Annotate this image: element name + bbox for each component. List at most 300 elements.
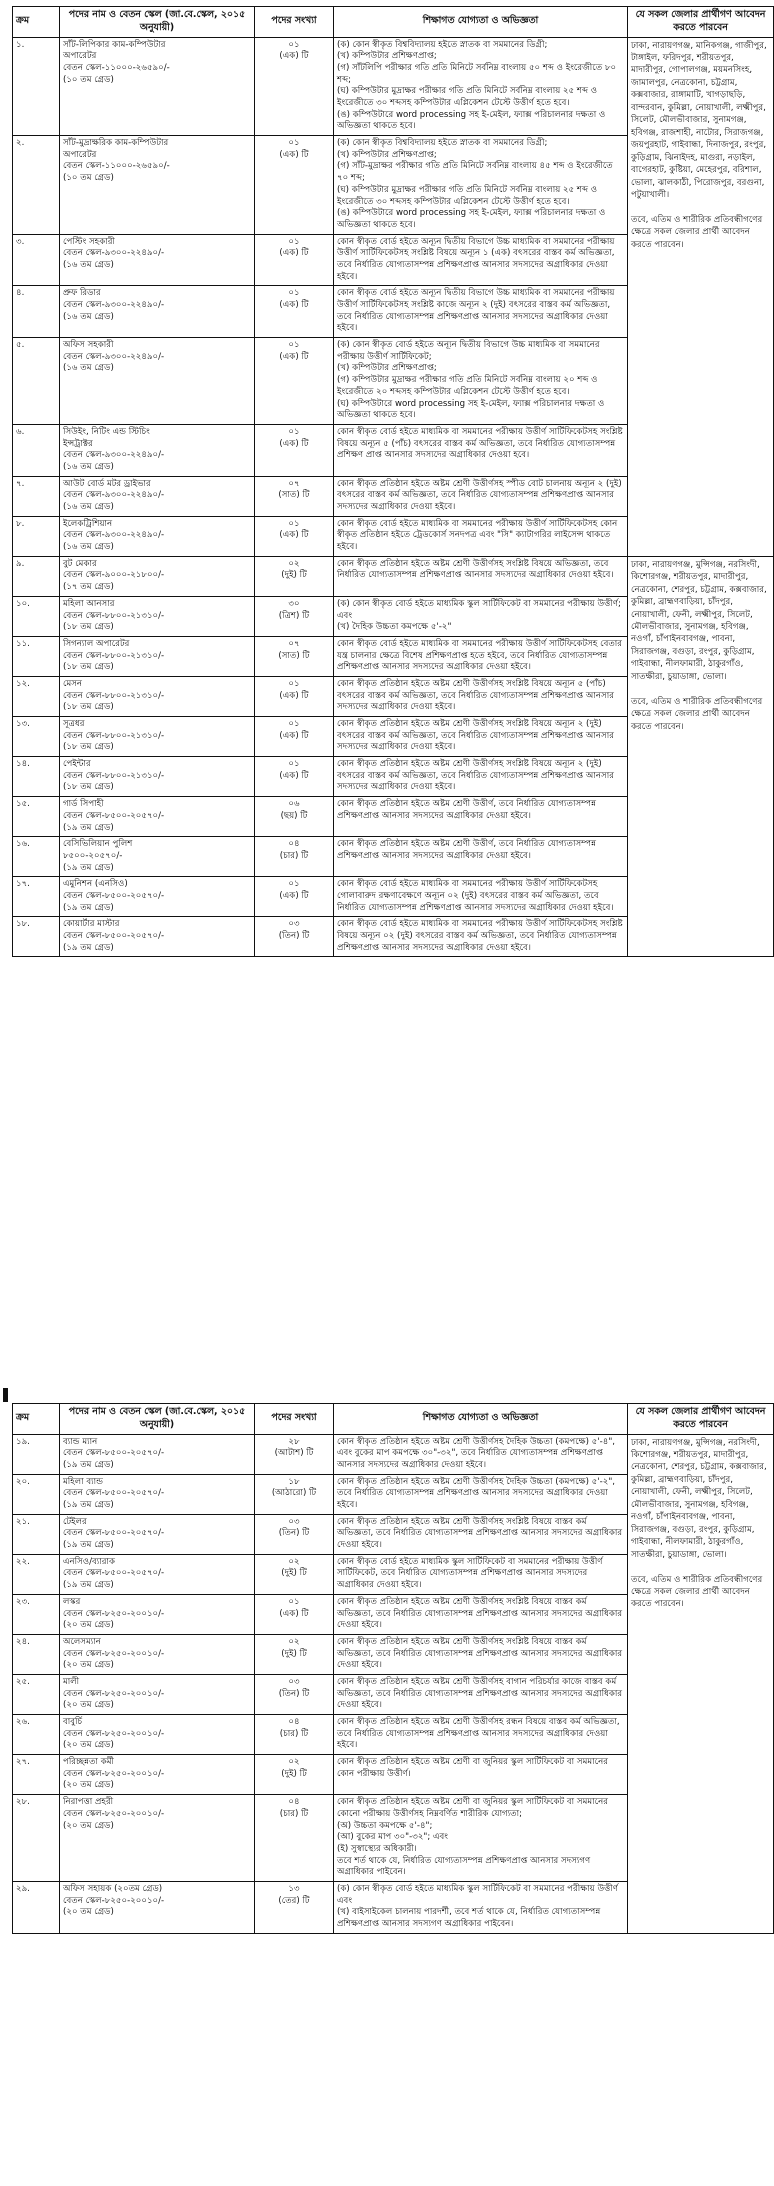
qualification-line: (খ) কম্পিউটার প্রশিক্ষণপ্রাপ্ত; — [337, 149, 437, 160]
count-line: ০৩ — [288, 919, 300, 930]
qualification-cell — [334, 1881, 628, 1933]
post-line: বেতন স্কেল-৮৫০০-২০৫৭০/- — [63, 931, 165, 941]
post-cell — [60, 1594, 255, 1634]
qualification-cell — [334, 516, 628, 556]
post-line: বেতন স্কেল-৮২৫০-২০০১০/- — [63, 1608, 165, 1619]
qualification-line: কোন স্বীকৃত প্রতিষ্ঠান হইতে অষ্টম শ্রেণী উত্তীর্ণসহ সংশ্লিষ্ট বিষয়ে বাস্তব কর্ম অভিজ্ঞতা, তবে নির্ধারিত যোগ্যতাসম্পন্ন প্রশিক্ষণপ্রাপ্ত আনসার সদস্যদের অগ্রাধিকার দেওয়া হইবে। — [337, 1596, 623, 1631]
post-cell — [60, 1634, 255, 1674]
post-line: (১৮ তম গ্রেড) — [63, 742, 114, 753]
districts-note: তবে, এতিম ও শারীরিক প্রতিবন্ধীগণের ক্ষেত্রে সকল জেলার প্রার্থী আবেদন করতে পারবেন। — [631, 214, 763, 250]
districts-cell — [628, 37, 774, 556]
spacer — [631, 201, 770, 213]
post-line: বেতন স্কেল-৮৫০০-২০৫৭০/- — [63, 1528, 165, 1539]
count-cell — [255, 234, 334, 286]
post-line: বেতন স্কেল-৮২৫০-২০০১০/- — [63, 1648, 165, 1659]
qualification-line: (খ) বাইসাইকেল চালনায় পারদর্শী, তবে শর্ত থাকে যে, নির্ধারিত যোগ্যতাসম্পন্ন প্রশিক্ষণপ্রাপ্ত আনসার সদস্যগণ অগ্রাধিকার পাইবেন। — [337, 1907, 601, 1929]
serial-cell: ২৮. — [13, 1795, 60, 1882]
post-cell — [60, 424, 255, 476]
count-line: (চার) টি — [279, 1728, 309, 1739]
post-line: বুট মেকার — [63, 558, 97, 569]
post-line: পেইন্টার — [63, 759, 91, 770]
post-line: গার্ড সিপাহী — [63, 799, 104, 810]
count-line: (তের) টি — [278, 1895, 310, 1906]
qualification-line: কোন স্বীকৃত বোর্ড হইতে মাধ্যমিক বা সমমানের পরীক্ষায় উত্তীর্ণ সার্টিফিকেটসহ বেতার যন্ত্র চালনার ক্ষেত্রে বিশেষ প্রশিক্ষণপ্রাপ্ত হতে হইবে, তবে নির্ধারিত যোগ্যতাসম্পন্ন প্রশিক্ষণপ্রাপ্ত আনসার সদস্যদের অগ্রাধিকার দেওয়া হইবে। — [337, 638, 623, 673]
count-line: (তিন) টি — [278, 931, 310, 941]
post-line: বেতন স্কেল-৮৫০০-২০৫৭০/- — [63, 1448, 165, 1459]
count-line: ০৭ — [288, 638, 300, 649]
qualification-line: কোন স্বীকৃত বোর্ড হইতে মাধ্যমিক বা সমমানের পরীক্ষায় উত্তীর্ণ সার্টিফিকেটসহ সংশ্লিষ্ট বিষয়ে অন্যূন ৫ (পাঁচ) বৎসরের বাস্তব কর্ম অভিজ্ঞতা, তবে নির্ধারিত যোগ্যতাসম্পন্ন প্রশিক্ষণ প্রাপ্ত আনসার সদস্যদের অগ্রাধিকার দেওয়া হবে। — [337, 426, 623, 461]
count-line: (সাত) টি — [278, 650, 310, 661]
qualification-cell — [334, 1434, 628, 1474]
count-line: ২৮ — [288, 1436, 300, 1447]
qualification-line: (গ) সাঁট-মুদ্রাক্ষর পরীক্ষার গতি প্রতি মিনিটে সর্বনিম্ন বাংলায় ৪৫ শব্দ ও ইংরেজীতে ৭০ শব্দ; — [337, 161, 613, 184]
post-line: বেতন স্কেল-৯৩০০-২২৪৯০/- — [63, 450, 165, 461]
qualification-line: কোন স্বীকৃত বোর্ড হইতে মাধ্যমিক বা সমমানের পরীক্ষায় উত্তীর্ণ সার্টিফিকেটসহ কোন স্বীকৃত প্রতিষ্ঠান হইতে ট্রেডকোর্স সনদপত্র এবং "সি" ক্যাটাগরির লাইসেন্স থাকতে হইবে। — [337, 518, 618, 553]
post-cell — [60, 797, 255, 837]
serial-cell: ১০. — [13, 596, 60, 636]
header-post-scale: পদের নাম ও বেতন স্কেল (জা.বে.স্কেল, ২০১৫ অনুযায়ী) — [60, 1404, 255, 1435]
count-cell — [255, 1715, 334, 1755]
header-districts: যে সকল জেলার প্রার্থীগণ আবেদন করতে পারবেন — [628, 7, 774, 38]
count-line: (ত্রিশ) টি — [278, 610, 310, 621]
serial-cell: ২৫. — [13, 1674, 60, 1714]
post-line: (১৯ তম গ্রেড) — [63, 822, 114, 833]
header-row — [13, 7, 774, 38]
count-line: (দুই) টি — [281, 1568, 307, 1579]
post-cell — [60, 717, 255, 757]
count-line: (এক) টি — [279, 1608, 309, 1619]
serial-cell: ৮. — [13, 516, 60, 556]
count-line: (এক) টি — [279, 149, 309, 160]
post-line: মেসন — [63, 678, 83, 689]
table-row — [13, 556, 774, 596]
qualification-line: কোন স্বীকৃত প্রতিষ্ঠান হইতে অষ্টম শ্রেণী উত্তীর্ণসহ দৈহিক উচ্চতা (কমপক্ষে) ৫'-২", তবে নির্ধারিত যোগ্যতাসম্পন্ন প্রশিক্ষণপ্রাপ্ত আনসার সদস্যদের অগ্রাধিকার দেওয়া হইবে। — [337, 1476, 616, 1510]
count-line: (দুই) টি — [281, 1768, 307, 1779]
spacer — [631, 1561, 770, 1573]
count-line: ০১ — [288, 426, 300, 437]
post-line: (২০ তম গ্রেড) — [63, 1660, 114, 1671]
qualification-cell — [334, 234, 628, 286]
count-cell — [255, 1795, 334, 1882]
header-districts: যে সকল জেলার প্রার্থীগণ আবেদন করতে পারবেন — [628, 1404, 774, 1435]
qualification-line: কোন স্বীকৃত প্রতিষ্ঠান হইতে অষ্টম শ্রেণী উত্তীর্ণসহ সংশ্লিষ্ট বিষয়ে বাস্তব কর্ম অভিজ্ঞতা, তবে নির্ধারিত যোগ্যতাসম্পন্ন প্রশিক্ষণপ্রাপ্ত আনসার সদস্যদের অগ্রাধিকার দেওয়া হইবে। — [337, 1516, 623, 1551]
serial-cell: ১৮. — [13, 917, 60, 957]
count-line: (এক) টি — [279, 300, 309, 310]
post-line: সূত্রধর — [63, 719, 85, 729]
post-cell — [60, 1674, 255, 1714]
post-line: লস্কর — [63, 1596, 81, 1607]
serial-cell: ১৪. — [13, 757, 60, 797]
count-cell — [255, 1594, 334, 1634]
qualification-cell — [334, 636, 628, 676]
qualification-line: (ঘ) কম্পিউটারে word processing সহ ই-মেইল, ফ্যাক্স পরিচালনার দক্ষতা ও অভিজ্ঞতা থাকতে হবে। — [337, 398, 605, 421]
count-cell — [255, 837, 334, 877]
qualification-line: কোন স্বীকৃত প্রতিষ্ঠান হইতে অষ্টম শ্রেণী উত্তীর্ণসহ সংশ্লিষ্ট বিষয়ে অভিজ্ঞতা, তবে নির্ধারিত যোগ্যতাসম্পন্ন প্রশিক্ষণপ্রাপ্ত আনসার সদস্যদের অগ্রাধিকার দেওয়া হইবে। — [337, 558, 614, 581]
count-line: ০১ — [288, 138, 300, 149]
post-line: বেতন স্কেল-৮৮০০-২১৩১০/- — [63, 770, 165, 781]
count-cell — [255, 1474, 334, 1514]
qualification-line: (ঘ) কম্পিউটার মুদ্রাক্ষর পরীক্ষার গতি প্রতি মিনিটে সর্বনিম্ন বাংলায় ২৫ শব্দ ও ইংরেজীতে ৩০ শব্দসহ কম্পিউটার এপ্লিকেশন টেস্টে উত্তীর্ণ হতে হবে। — [337, 184, 598, 207]
count-line: (আঠারো) টি — [271, 1488, 317, 1499]
districts-note: তবে, এতিম ও শারীরিক প্রতিবন্ধীগণের ক্ষেত্রে সকল জেলার প্রার্থী আবেদন করতে পারবেন। — [631, 696, 763, 732]
post-line: (১৯ তম গ্রেড) — [63, 942, 114, 953]
post-line: বেতন স্কেল-১১০০০-২৬৫৯০/- — [63, 62, 170, 73]
count-line: ০২ — [288, 1757, 300, 1768]
post-line: ৮৫০০-২০৫৭০/- — [63, 850, 123, 861]
post-line: বেসিভিলিয়ান পুলিশ — [63, 839, 133, 850]
post-line: (২০ তম গ্রেড) — [63, 1820, 114, 1831]
qualification-cell — [334, 286, 628, 338]
qualification-line: (গ) কম্পিউটার মুদ্রাক্ষর পরীক্ষার গতি প্রতি মিনিটে সর্বনিম্ন বাংলায় ২০ শব্দ ও ইংরেজীতে ২০ শব্দসহ কম্পিউটার এপ্লিকেশন টেস্টে উত্তীর্ণ হতে হবে। — [337, 375, 598, 397]
header-qualification: শিক্ষাগত যোগ্যতা ও অভিজ্ঞতা — [334, 7, 628, 38]
post-cell — [60, 1881, 255, 1933]
count-cell — [255, 476, 334, 516]
qualification-line: (ই) সুস্বাস্থ্যের অধিকারী। — [337, 1843, 417, 1854]
serial-cell: ৯. — [13, 556, 60, 596]
job-table-part-1 — [12, 6, 774, 957]
post-line: অপারেটর — [63, 149, 97, 160]
count-cell — [255, 636, 334, 676]
count-line: ০৬ — [288, 799, 300, 810]
qualification-cell — [334, 338, 628, 425]
post-line: (১৮ তম গ্রেড) — [63, 662, 114, 673]
post-line: (১৭ তম গ্রেড) — [63, 582, 114, 593]
count-line: ১৮ — [288, 1476, 300, 1487]
qualification-line: কোন স্বীকৃত প্রতিষ্ঠান হইতে অষ্টম শ্রেণী উত্তীর্ণসহ স্পীড বোট চালনায় অন্যূন ২ (দুই) বৎসরের বাস্তব কর্ম অভিজ্ঞতা, তবে নির্ধারিত যোগ্যতাসম্পন্ন প্রশিক্ষণপ্রাপ্ত আনসার সদস্যদের অগ্রাধিকার দেওয়া হইবে। — [337, 478, 622, 512]
serial-cell: ১৩. — [13, 717, 60, 757]
post-cell — [60, 37, 255, 136]
post-line: (২০ তম গ্রেড) — [63, 1740, 114, 1751]
post-line: টেইলর — [63, 1516, 87, 1527]
count-line: ০১ — [288, 288, 300, 299]
serial-cell: ১৯. — [13, 1434, 60, 1474]
post-line: বেতন স্কেল-৯৩০০-২২৪৯০/- — [63, 351, 165, 362]
qualification-line: (ক) কোন স্বীকৃত বিশ্ববিদ্যালয় হইতে স্নাতক বা সমমানের ডিগ্রী; — [337, 138, 548, 149]
count-cell — [255, 136, 334, 235]
qualification-line: কোন স্বীকৃত প্রতিষ্ঠান হইতে অষ্টম শ্রেণী বা জুনিয়র স্কুল সার্টিফিকেট বা সমমানের কোন পরীক্ষায় উত্তীর্ণ। — [337, 1757, 608, 1779]
post-cell — [60, 516, 255, 556]
qualification-line: তবে শর্ত থাকে যে, নির্ধারিত যোগ্যতাসম্পন্ন প্রশিক্ষণপ্রাপ্ত আনসার সদস্যগণ অগ্রাধিকার পাইবেন। — [337, 1855, 591, 1878]
qualification-cell — [334, 717, 628, 757]
serial-cell: ১. — [13, 37, 60, 136]
post-line: মহিলা ব্যান্ড — [63, 1476, 104, 1487]
qualification-line: (খ) দৈহিক উচ্চতা কমপক্ষে ৫'-২" — [337, 622, 452, 633]
qualification-cell — [334, 1474, 628, 1514]
qualification-line: (ক) কোন স্বীকৃত বোর্ড হইতে মাধ্যমিক স্কুল সার্টিফিকেট বা সমমানের পরীক্ষায় উত্তীর্ণ এবং — [337, 1883, 618, 1906]
count-line: (এক) টি — [279, 530, 309, 541]
count-cell — [255, 516, 334, 556]
qualification-line: (ঙ) কম্পিউটারে word processing সহ ই-মেইল, ফ্যাক্স পরিচালনার দক্ষতা ও অভিজ্ঞতা থাকতে হবে। — [337, 109, 606, 132]
qualification-cell — [334, 757, 628, 797]
count-line: ০১ — [288, 678, 300, 689]
post-line: (১৮ তম গ্রেড) — [63, 782, 114, 793]
post-line: (১৬ তম গ্রেড) — [63, 259, 114, 270]
qualification-line: (ক) কোন স্বীকৃত বোর্ড হইতে অন্যূন দ্বিতীয় বিভাগে উচ্চ মাধ্যমিক বা সমমানের পরীক্ষায় উত্তীর্ণ সার্টিফিকেট; — [337, 340, 600, 362]
header-qualification: শিক্ষাগত যোগ্যতা ও অভিজ্ঞতা — [334, 1404, 628, 1435]
header-serial: ক্রম — [13, 1404, 60, 1435]
post-line: (১৯ তম গ্রেড) — [63, 1540, 114, 1551]
qualification-cell — [334, 1554, 628, 1594]
post-line: পেস্টিং সহকারী — [63, 236, 115, 247]
count-cell — [255, 1755, 334, 1795]
table-row — [13, 1434, 774, 1474]
post-line: বেতন স্কেল-৮৫০০-২০৫৭০/- — [63, 890, 165, 901]
post-line: (২০ তম গ্রেড) — [63, 1700, 114, 1711]
serial-cell: ৪. — [13, 286, 60, 338]
post-line: (১০ তম গ্রেড) — [63, 173, 114, 184]
post-line: বেতন স্কেল-৮৮০০-২১৩১০/- — [63, 650, 165, 661]
serial-cell: ১১. — [13, 636, 60, 676]
serial-cell: ২৭. — [13, 1755, 60, 1795]
count-cell — [255, 717, 334, 757]
post-cell — [60, 136, 255, 235]
count-line: (দুই) টি — [281, 1648, 307, 1659]
count-line: (এক) টি — [279, 438, 309, 449]
qualification-cell — [334, 797, 628, 837]
qualification-cell — [334, 1795, 628, 1882]
qualification-cell — [334, 837, 628, 877]
qualification-line: (ঘ) কম্পিউটার মুদ্রাক্ষর পরীক্ষার গতি প্রতি মিনিটে সর্বনিম্ন বাংলায় ২৫ শব্দ ও ইংরেজীতে ৩০ শব্দসহ কম্পিউটার এপ্লিকেশন টেস্টে উত্তীর্ণ হতে হবে। — [337, 86, 598, 108]
post-line: সাঁট-লিপিকার কাম-কম্পিউটার — [63, 39, 166, 50]
count-line: (তিন) টি — [278, 1528, 310, 1539]
serial-cell: ১৬. — [13, 837, 60, 877]
post-line: বেতন স্কেল-১১০০০-২৬৫৯০/- — [63, 161, 170, 172]
qualification-cell — [334, 37, 628, 136]
count-line: (এক) টি — [279, 248, 309, 259]
post-cell — [60, 1474, 255, 1514]
qualification-cell — [334, 676, 628, 716]
serial-cell: ৬. — [13, 424, 60, 476]
post-line: বেতন স্কেল-৮৮০০-২১৩১০/- — [63, 730, 165, 741]
post-line: সিগন্যাল অপারেটর — [63, 638, 130, 649]
qualification-line: কোন স্বীকৃত প্রতিষ্ঠান হইতে অষ্টম শ্রেণী উত্তীর্ণসহ বাগান পরিচর্যার কাজে বাস্তব কর্ম অভিজ্ঞতা, তবে নির্ধারিত যোগ্যতাসম্পন্ন প্রশিক্ষণপ্রাপ্ত আনসার সদস্যদের অগ্রাধিকার দেওয়া হইবে। — [337, 1676, 623, 1711]
districts-cell — [628, 1434, 774, 1933]
post-line: বেতন স্কেল-৮২৫০-২০০১০/- — [63, 1728, 165, 1739]
count-cell — [255, 338, 334, 425]
post-cell — [60, 757, 255, 797]
count-line: (এক) টি — [279, 351, 309, 362]
qualification-cell — [334, 556, 628, 596]
qualification-cell — [334, 1594, 628, 1634]
count-line: ০১ — [288, 759, 300, 770]
post-line: বেতন স্কেল-৮৫০০-২০৫৭০/- — [63, 1568, 165, 1579]
post-line: (১৬ তম গ্রেড) — [63, 502, 114, 512]
post-line: বেতন স্কেল-৯৩০০-২২৪৯০/- — [63, 490, 165, 501]
post-line: বেতন স্কেল-৮৫০০-২০৫৭০/- — [63, 810, 165, 821]
count-cell — [255, 424, 334, 476]
post-line: বেতন স্কেল-৮২৫০-২০০১০/- — [63, 1808, 165, 1819]
districts-cell — [628, 556, 774, 957]
count-line: (ছয়) টি — [280, 810, 308, 821]
count-line: (চার) টি — [279, 850, 309, 861]
post-line: (১৮ তম গ্রেড) — [63, 622, 114, 633]
post-cell — [60, 1755, 255, 1795]
post-cell — [60, 556, 255, 596]
qualification-cell — [334, 1715, 628, 1755]
post-line: (১৯ তম গ্রেড) — [63, 902, 114, 913]
post-line: ইলেকট্রিশিয়ান — [63, 518, 113, 529]
count-line: ১৩ — [288, 1883, 300, 1894]
qualification-line: কোন স্বীকৃত প্রতিষ্ঠান হইতে অষ্টম শ্রেণী উত্তীর্ণসহ দৈহিক উচ্চতা (কমপক্ষে) ৫'-৪", এবং বুকের মাপ কমপক্ষে ৩০"-৩২", তবে নির্ধারিত যোগ্যতাসম্পন্ন প্রশিক্ষণপ্রাপ্ত আনসার সদস্যদের অগ্রাধিকার দেওয়া হইবে। — [337, 1436, 615, 1470]
serial-cell: ২. — [13, 136, 60, 235]
count-line: ০২ — [288, 558, 300, 569]
post-line: বেতন স্কেল-৯৩০০-২২৪৯০/- — [63, 530, 165, 541]
post-line: এমুনিশন (এনসিও) — [63, 879, 128, 890]
serial-cell: ২৬. — [13, 1715, 60, 1755]
qualification-line: কোন স্বীকৃত বোর্ড হইতে অন্যূন দ্বিতীয় বিভাগে উচ্চ মাধ্যমিক বা সমমানের পরীক্ষায় উত্তীর্ণ সার্টিফিকেটসহ সংশ্লিষ্ট বিষয়ে অন্যূন ১ (এক) বৎসরের বাস্তব কর্ম অভিজ্ঞতা, তবে নির্ধারিত যোগ্যতাসম্পন্ন প্রশিক্ষণপ্রাপ্ত আনসার সদস্যদের অগ্রাধিকার দেওয়া হইবে। — [337, 236, 615, 282]
count-line: ০৩ — [288, 1676, 300, 1687]
post-cell — [60, 286, 255, 338]
count-cell — [255, 1514, 334, 1554]
post-line: বেতন স্কেল-৯৩০০-২২৪৯০/- — [63, 248, 165, 259]
post-line: অপারেটর — [63, 51, 97, 62]
post-line: আউট বোর্ড মটর ড্রাইভার — [63, 478, 151, 489]
count-line: ০৪ — [288, 1797, 300, 1808]
post-line: প্রুফ রিডার — [63, 288, 101, 299]
count-cell — [255, 37, 334, 136]
post-line: ইন্সট্রাক্টর — [63, 438, 93, 449]
post-line: (১৬ তম গ্রেড) — [63, 542, 114, 553]
header-row — [13, 1404, 774, 1435]
serial-cell: ২১. — [13, 1514, 60, 1554]
post-line: বেতন স্কেল-৮৮০০-২১৩১০/- — [63, 610, 165, 621]
post-line: বাবুর্চি — [63, 1717, 83, 1727]
count-line: ০১ — [288, 340, 300, 351]
qualification-cell — [334, 476, 628, 516]
count-line: (এক) টি — [279, 51, 309, 62]
districts-note: তবে, এতিম ও শারীরিক প্রতিবন্ধীগণের ক্ষেত্রে সকল জেলার প্রার্থী আবেদন করতে পারবেন। — [631, 1574, 763, 1610]
post-line: (২০ তম গ্রেড) — [63, 1620, 114, 1631]
count-cell — [255, 917, 334, 957]
qualification-cell — [334, 1674, 628, 1714]
count-line: ০১ — [288, 719, 300, 729]
qualification-line: (ক) কোন স্বীকৃত বিশ্ববিদ্যালয় হইতে স্নাতক বা সমমানের ডিগ্রী; — [337, 39, 548, 50]
serial-cell: ১৭. — [13, 877, 60, 917]
qualification-line: (ক) কোন স্বীকৃত বোর্ড হইতে মাধ্যমিক স্কুল সার্টিফিকেট বা সমমানের পরীক্ষায় উত্তীর্ণ; এবং — [337, 598, 621, 621]
post-cell — [60, 837, 255, 877]
count-cell — [255, 596, 334, 636]
post-line: সিউইং, নিটিং এন্ড স্টিচিং — [63, 426, 150, 437]
post-line: অলেসম্যান — [63, 1636, 101, 1647]
qualification-line: কোন স্বীকৃত বোর্ড হইতে মাধ্যমিক বা সমমানের পরীক্ষায় উত্তীর্ণ সার্টিফিকেটসহ গোলাবারুদ রক্ষণাবেক্ষণে অন্যূন ০২ (দুই) বৎসরের বাস্তব কর্ম অভিজ্ঞতা, তবে নির্ধারিত যোগ্যতাসম্পন্ন প্রশিক্ষণপ্রাপ্ত আনসার সদস্যদের অগ্রাধিকার দেওয়া হইবে। — [337, 879, 614, 913]
post-line: ব্যান্ড ম্যান — [63, 1436, 98, 1447]
qualification-line: কোন স্বীকৃত বোর্ড হইতে মাধ্যমিক স্কুল সার্টিফিকেট বা সমমানের পরীক্ষায় উত্তীর্ণ সার্টিফিকেট, তবে নির্ধারিত যোগ্যতাসম্পন্ন প্রশিক্ষণপ্রাপ্ত আনসার সদস্যদের অগ্রাধিকার দেওয়া হইবে। — [337, 1556, 603, 1591]
count-line: ০১ — [288, 39, 300, 50]
post-line: কোয়ার্টার মাস্টার — [63, 919, 120, 930]
count-line: (দুই) টি — [281, 570, 307, 581]
spacer — [631, 683, 770, 695]
post-line: বেতন স্কেল-৮৮০০-২১৩১০/- — [63, 690, 165, 701]
count-line: (এক) টি — [279, 730, 309, 741]
header-serial: ক্রম — [13, 7, 60, 38]
qualification-cell — [334, 596, 628, 636]
count-line: ০৩ — [288, 1516, 300, 1527]
qualification-line: কোন স্বীকৃত প্রতিষ্ঠান হইতে অষ্টম শ্রেণী উত্তীর্ণসহ সংশ্লিষ্ট বিষয়ে অন্যূন ২ (দুই) বৎসরের বাস্তব কর্ম অভিজ্ঞতা, তবে নির্ধারিত যোগ্যতাসম্পন্ন প্রশিক্ষণপ্রাপ্ত আনসার সদস্যদের অগ্রাধিকার দেওয়া হইবে। — [337, 759, 614, 793]
post-line: (১৯ তম গ্রেড) — [63, 1459, 114, 1470]
page-break-mark — [3, 1388, 8, 1402]
qualification-cell — [334, 1755, 628, 1795]
qualification-line: কোন স্বীকৃত প্রতিষ্ঠান হইতে অষ্টম শ্রেণী উত্তীর্ণসহ রন্ধন বিষয়ে বাস্তব কর্ম অভিজ্ঞতা, তবে নির্ধারিত যোগ্যতাসম্পন্ন প্রশিক্ষণপ্রাপ্ত আনসার সদস্যদের অগ্রাধিকার দেওয়া হইবে। — [337, 1717, 620, 1751]
serial-cell: ৭. — [13, 476, 60, 516]
serial-cell: ১৫. — [13, 797, 60, 837]
table-row — [13, 37, 774, 136]
post-line: (২০ তম গ্রেড) — [63, 1780, 114, 1791]
post-line: অফিস সহায়ক (২০তম গ্রেড) — [63, 1883, 163, 1894]
qualification-line: কোন স্বীকৃত প্রতিষ্ঠান হইতে অষ্টম শ্রেণী বা জুনিয়র স্কুল সার্টিফিকেট বা সমমানের কোনো পরীক্ষায় উত্তীর্ণসহ নিম্নবর্ণিত শারীরিক যোগ্যতা; — [337, 1797, 608, 1819]
post-line: বেতন স্কেল-৮২৫০-২০০১০/- — [63, 1688, 165, 1699]
qualification-line: (খ) কম্পিউটার প্রশিক্ষণপ্রাপ্ত; — [337, 363, 437, 374]
serial-cell: ২০. — [13, 1474, 60, 1514]
post-line: (১০ তম গ্রেড) — [63, 74, 114, 85]
qualification-line: কোন স্বীকৃত প্রতিষ্ঠান হইতে অষ্টম শ্রেণী উত্তীর্ণসহ সংশ্লিষ্ট বিষয়ে বাস্তব কর্ম অভিজ্ঞতা, তবে নির্ধারিত যোগ্যতাসম্পন্ন প্রশিক্ষণপ্রাপ্ত আনসার সদস্যদের অগ্রাধিকার দেওয়া হইবে। — [337, 1636, 623, 1671]
post-cell — [60, 1434, 255, 1474]
qualification-cell — [334, 877, 628, 917]
post-line: (১৮ তম গ্রেড) — [63, 702, 114, 713]
count-line: ০২ — [288, 1556, 300, 1567]
post-cell — [60, 1715, 255, 1755]
count-line: (সাত) টি — [278, 490, 310, 501]
post-line: পরিচ্ছন্নতা কর্মী — [63, 1757, 114, 1768]
count-line: ০২ — [288, 1636, 300, 1647]
count-cell — [255, 1434, 334, 1474]
qualification-cell — [334, 424, 628, 476]
post-line: মহিলা আনসার — [63, 598, 115, 609]
page-break — [0, 1394, 750, 1400]
header-count: পদের সংখ্যা — [255, 7, 334, 38]
serial-cell: ১২. — [13, 676, 60, 716]
post-cell — [60, 476, 255, 516]
post-cell — [60, 234, 255, 286]
post-line: (২০ তম গ্রেড) — [63, 1907, 114, 1918]
post-cell — [60, 877, 255, 917]
post-line: বেতন স্কেল-৮২৫০-২০০১০/- — [63, 1768, 165, 1779]
post-line: (১৬ তম গ্রেড) — [63, 363, 114, 374]
qualification-line: কোন স্বীকৃত বোর্ড হইতে মাধ্যমিক বা সমমানের পরীক্ষায় উত্তীর্ণ সার্টিফিকেটসহ সংশ্লিষ্ট বিষয়ে অন্যূন ০২ (দুই) বৎসরের বাস্তব কর্ম অভিজ্ঞতা, তবে নির্ধারিত যোগ্যতাসম্পন্ন প্রশিক্ষণপ্রাপ্ত আনসার সদস্যদের অগ্রাধিকার দেওয়া হইবে। — [337, 919, 623, 953]
post-cell — [60, 1795, 255, 1882]
qualification-line: কোন স্বীকৃত প্রতিষ্ঠান হইতে অষ্টম শ্রেণী উত্তীর্ণ, তবে নির্ধারিত যোগ্যতাসম্পন্ন প্রশিক্ষণপ্রাপ্ত আনসার সদস্যদের অগ্রাধিকার দেওয়া হইবে। — [337, 839, 597, 861]
qualification-line: (অ) উচ্চতা কমপক্ষে ৫'-৪"; — [337, 1820, 433, 1831]
post-cell — [60, 636, 255, 676]
count-cell — [255, 797, 334, 837]
count-line: ০৪ — [288, 839, 300, 850]
qualification-line: (ঙ) কম্পিউটারে word processing সহ ই-মেইল, ফ্যাক্স পরিচালনার দক্ষতা ও অভিজ্ঞতা থাকতে হবে। — [337, 208, 606, 230]
count-cell — [255, 556, 334, 596]
count-cell — [255, 676, 334, 716]
serial-cell: ৩. — [13, 234, 60, 286]
count-cell — [255, 1554, 334, 1594]
qualification-line: (খ) কম্পিউটার প্রশিক্ষণপ্রাপ্ত; — [337, 51, 437, 62]
job-table-part-2 — [12, 1403, 774, 1934]
qualification-line: (গ) সাঁটলিপি পরীক্ষার গতি প্রতি মিনিটে সর্বনিম্ন বাংলায় ৫০ শব্দ ও ইংরেজীতে ৮০ শব্দ; — [337, 62, 617, 85]
qualification-cell — [334, 1634, 628, 1674]
qualification-line: কোন স্বীকৃত প্রতিষ্ঠান হইতে অষ্টম শ্রেণী উত্তীর্ণসহ সংশ্লিষ্ট বিষয়ে অন্যূন ২ (দুই) বৎসরের বাস্তব কর্ম অভিজ্ঞতা, তবে নির্ধারিত যোগ্যতাসম্পন্ন প্রশিক্ষণপ্রাপ্ত আনসার সদস্যদের অগ্রাধিকার দেওয়া হইবে। — [337, 719, 614, 753]
serial-cell: ২২. — [13, 1554, 60, 1594]
post-cell — [60, 596, 255, 636]
count-line: ৩০ — [288, 598, 300, 609]
qualification-cell — [334, 917, 628, 957]
post-line: বেতন স্কেল-৮২৫০-২০০১০/- — [63, 1895, 165, 1906]
qualification-line: কোন স্বীকৃত বোর্ড হইতে অন্যূন দ্বিতীয় বিভাগে উচ্চ মাধ্যমিক বা সমমানের পরীক্ষায় উত্তীর্ণ সার্টিফিকেটসহ সংশ্লিষ্ট কাজে অন্যূন ২ (দুই) বৎসরের বাস্তব কর্ম অভিজ্ঞতা, তবে নির্ধারিত যোগ্যতাসম্পন্ন প্রশিক্ষণপ্রাপ্ত আনসার সদস্যদের অগ্রাধিকার দেওয়া হইবে। — [337, 288, 615, 334]
serial-cell: ২৯. — [13, 1881, 60, 1933]
count-line: (এক) টি — [279, 890, 309, 901]
post-line: বেতন স্কেল-৮৫০০-২০৫৭০/- — [63, 1488, 165, 1499]
qualification-line: কোন স্বীকৃত প্রতিষ্ঠান হইতে অষ্টম শ্রেণী উত্তীর্ণসহ সংশ্লিষ্ট বিষয়ে অন্যূন ৫ (পাঁচ) বৎসরের বাস্তব কর্ম অভিজ্ঞতা, তবে নির্ধারিত যোগ্যতাসম্পন্ন প্রশিক্ষণপ্রাপ্ত আনসার সদস্যদের অগ্রাধিকার দেওয়া হইবে। — [337, 678, 614, 713]
count-line: (আটাশ) টি — [274, 1448, 314, 1459]
count-line: ০৭ — [288, 478, 300, 489]
count-cell — [255, 1674, 334, 1714]
post-line: এনসিও/ব্যারাক — [63, 1556, 116, 1567]
post-line: (১৯ তম গ্রেড) — [63, 1500, 114, 1510]
